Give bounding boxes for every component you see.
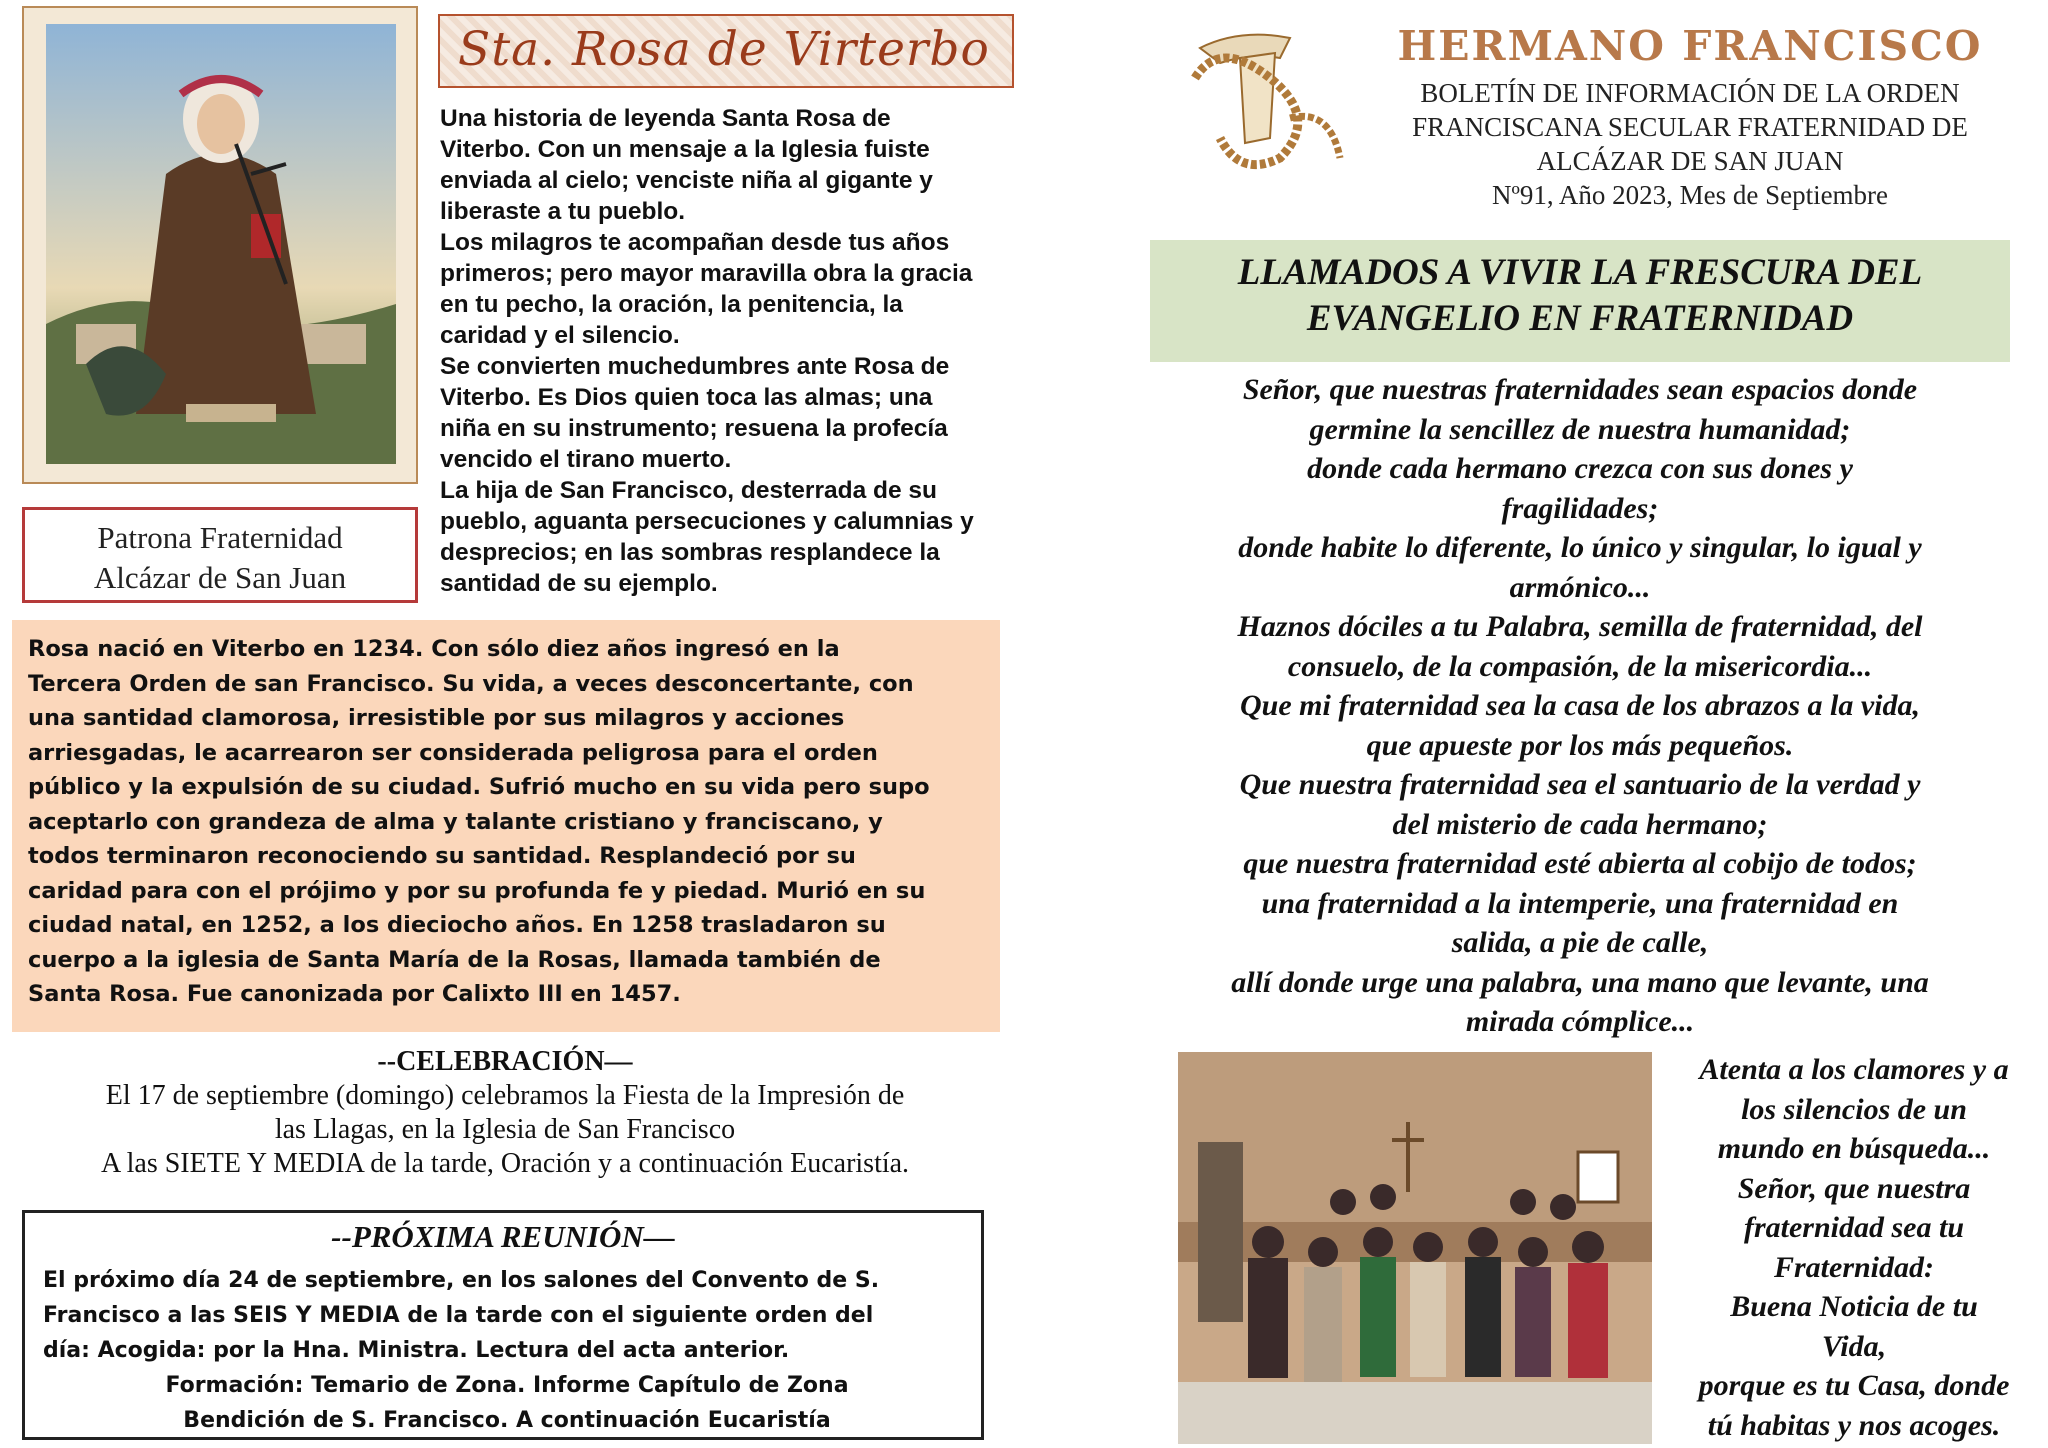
intro-line: santidad de su ejemplo.	[440, 570, 718, 597]
closing-line: Fraternidad:	[1773, 1250, 1935, 1284]
patron-caption	[22, 507, 418, 603]
intro-line: Una historia de leyenda Santa Rosa de	[440, 105, 891, 132]
intro-line: en tu pecho, la oración, la penitencia, la	[440, 291, 903, 318]
bio-line: Tercera Orden de san Francisco. Su vida, a veces desconcertante, con	[28, 670, 914, 697]
prayer-line: Haznos dóciles a tu Palabra, semilla de fraternidad, del	[1237, 610, 1923, 643]
headline-line: LLAMADOS A VIVIR LA FRESCURA DEL	[1237, 252, 1923, 293]
prayer-line: del misterio de cada hermano;	[1392, 807, 1768, 841]
bulletin-subtitle	[1380, 76, 2000, 212]
subtitle-line: FRANCISCANA SECULAR FRATERNIDAD DE	[1412, 112, 1968, 142]
closing-line: Vida,	[1821, 1329, 1887, 1363]
prayer-line: donde habite lo diferente, lo único y singular, lo igual y	[1238, 531, 1922, 564]
prayer-line: allí donde urge una palabra, una mano que levante, una	[1231, 965, 1929, 999]
bio-line: público y la expulsión de su ciudad. Sufrió mucho en su vida pero supo	[28, 774, 930, 800]
next-meeting-box	[22, 1210, 984, 1440]
saint-portrait-frame	[22, 6, 418, 484]
prayer-line: que apueste por los más pequeños.	[1366, 728, 1794, 762]
intro-line: pueblo, aguanta persecuciones y calumnias y	[440, 508, 974, 535]
prayer-line: salida, a pie de calle,	[1451, 926, 1709, 959]
issue-line: Nº91, Año 2023, Mes de Septiembre	[1491, 180, 1889, 210]
prayer-line: Que mi fraternidad sea la casa de los abrazos a la vida,	[1240, 689, 1920, 722]
intro-text	[440, 103, 1040, 599]
intro-line: Los milagros te acompañan desde tus años	[440, 229, 950, 256]
closing-prayer	[1664, 1050, 2044, 1445]
bulletin-masthead	[1380, 22, 2000, 212]
closing-line: fraternidad sea tu	[1743, 1211, 1965, 1244]
meeting-heading: --PRÓXIMA REUNIÓN—	[331, 1219, 675, 1254]
bio-line: Rosa nació en Viterbo en 1234. Con sólo diez años ingresó en la	[28, 636, 840, 662]
closing-line: Señor, que nuestra	[1737, 1171, 1971, 1205]
prayer-line: una fraternidad a la intemperie, una fraternidad en	[1261, 886, 1899, 920]
subtitle-line: ALCÁZAR DE SAN JUAN	[1536, 146, 1844, 176]
prayer-line: Que nuestra fraternidad sea el santuario de la verdad y	[1239, 768, 1921, 801]
intro-line: La hija de San Francisco, desterrada de su	[440, 477, 937, 504]
prayer-line: armónico...	[1509, 570, 1651, 604]
intro-line: desprecios; en las sombras resplandece la	[440, 539, 940, 566]
intro-line: primeros; pero mayor maravilla obra la gracia	[440, 260, 973, 287]
bio-line: arriesgadas, le acarrearon ser considerada peligrosa para el orden	[28, 739, 878, 766]
meeting-line: Francisco a las SEIS Y MEDIA de la tarde con el siguiente orden del	[43, 1303, 874, 1328]
closing-line: tú habitas y nos acoges.	[1707, 1408, 2001, 1442]
celebration-line: las Llagas, en la Iglesia de San Francisco	[274, 1114, 736, 1145]
bio-line: caridad para con el prójimo y por su profunda fe y piedad. Murió en su	[28, 877, 926, 904]
caption-line-2: Alcázar de San Juan	[93, 560, 347, 595]
prayer-line: mirada cómplice...	[1465, 1005, 1695, 1038]
celebration-heading: --CELEBRACIÓN—	[377, 1046, 633, 1077]
intro-line: enviada al cielo; venciste niña al gigante y	[440, 167, 933, 194]
group-photo	[1178, 1052, 1652, 1444]
closing-line: mundo en búsqueda...	[1717, 1132, 1991, 1165]
closing-line: Atenta a los clamores y a	[1699, 1053, 2009, 1086]
prayer-line: germine la sencillez de nuestra humanidad;	[1309, 412, 1851, 446]
bio-line: ciudad natal, en 1252, a los dieciocho años. En 1258 trasladaron su	[28, 912, 886, 938]
intro-line: vencido el tirano muerto.	[440, 446, 732, 473]
saint-title: Sta. Rosa de Virterbo	[458, 22, 990, 77]
meeting-line: El próximo día 24 de septiembre, en los salones del Convento de S.	[43, 1268, 880, 1293]
meeting-line: día: Acogida: por la Hna. Ministra. Lectura del acta anterior.	[43, 1338, 790, 1363]
biography-box	[12, 620, 1000, 1032]
intro-line: Se convierten muchedumbres ante Rosa de	[440, 353, 950, 380]
prayer-text	[1180, 370, 1980, 1042]
celebration-line: El 17 de septiembre (domingo) celebramos la Fiesta de la Impresión de	[105, 1080, 905, 1111]
intro-line: Viterbo. Es Dios quien toca las almas; una	[440, 384, 933, 411]
prayer-line: Señor, que nuestras fraternidades sean espacios donde	[1242, 373, 1918, 406]
bio-line: cuerpo a la iglesia de Santa María de la Rosas, llamada también de	[28, 946, 881, 973]
bio-line: aceptarlo con grandeza de alma y talante cristiano y franciscano, y	[28, 808, 883, 835]
caption-line-1: Patrona Fraternidad	[97, 520, 343, 555]
bio-line: una santidad clamorosa, irresistible por sus milagros y acciones	[28, 705, 845, 731]
meeting-text	[43, 1263, 971, 1438]
celebration-section	[10, 1045, 1000, 1181]
intro-line: Viterbo. Con un mensaje a la Iglesia fuiste	[440, 136, 930, 163]
celebration-line: A las SIETE Y MEDIA de la tarde, Oración y a continuación Eucaristía.	[100, 1148, 910, 1179]
bio-line: todos terminaron reconociendo su santidad. Resplandeció por su	[28, 843, 856, 869]
closing-line: porque es tu Casa, donde	[1698, 1369, 2010, 1402]
bio-line: Santa Rosa. Fue canonizada por Calixto III en 1457.	[28, 981, 681, 1007]
prayer-line: donde cada hermano crezca con sus dones y	[1307, 452, 1853, 485]
closing-line: los silencios de un	[1741, 1092, 1967, 1126]
closing-line: Buena Noticia de tu	[1730, 1290, 1978, 1323]
headline-line: EVANGELIO EN FRATERNIDAD	[1306, 298, 1854, 339]
bulletin-name: HERMANO FRANCISCO	[1397, 22, 1983, 70]
intro-line: caridad y el silencio.	[440, 322, 680, 349]
saint-title-box	[438, 14, 1014, 88]
intro-line: liberaste a tu pueblo.	[440, 198, 686, 225]
headline-box	[1150, 240, 2010, 362]
prayer-line: que nuestra fraternidad esté abierta al cobijo de todos;	[1243, 847, 1917, 880]
meeting-line: Formación: Temario de Zona. Informe Capítulo de Zona	[165, 1373, 849, 1398]
subtitle-line: BOLETÍN DE INFORMACIÓN DE LA ORDEN	[1420, 78, 1960, 108]
tau-cord-logo-icon	[1180, 18, 1348, 178]
prayer-line: fragilidades;	[1501, 491, 1659, 525]
saint-portrait-image	[46, 24, 396, 464]
prayer-line: consuelo, de la compasión, de la misericordia...	[1287, 649, 1873, 683]
intro-line: niña en su instrumento; resuena la profecía	[440, 415, 948, 442]
meeting-line: Bendición de S. Francisco. A continuación Eucaristía	[183, 1408, 831, 1433]
